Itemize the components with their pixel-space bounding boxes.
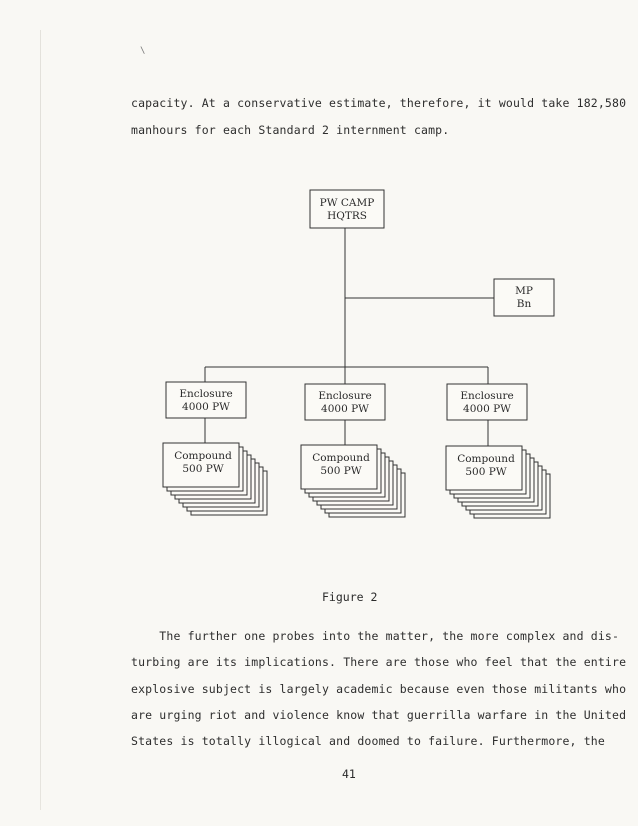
mp-label	[494, 285, 554, 311]
mp-label-line2: Bn	[516, 298, 532, 310]
enclosure-label-line1: Enclosure	[318, 390, 372, 402]
compound-label-line1: Compound	[312, 452, 370, 464]
stray-mark: \	[140, 46, 146, 56]
enclosure-label-line1: Enclosure	[460, 390, 514, 402]
body-text-line: turbing are its implications. There are those who feel that the entire	[131, 655, 627, 669]
body-text-line: are urging riot and violence know that guerrilla warfare in the United	[131, 708, 627, 722]
figure-caption: Figure 2	[322, 590, 378, 604]
body-text-line: capacity. At a conservative estimate, therefore, it would take 182,580	[131, 96, 627, 110]
body-text-line: explosive subject is largely academic because even those militants who	[131, 682, 627, 696]
enclosure-label-line1: Enclosure	[179, 388, 233, 400]
compound-label-2	[301, 452, 381, 478]
body-text-line: manhours for each Standard 2 internment camp.	[131, 123, 450, 137]
enclosure-label-line2: 4000 PW	[182, 401, 230, 413]
hq-label-line2: HQTRS	[327, 210, 367, 222]
enclosure-label-line2: 4000 PW	[463, 403, 511, 415]
compound-label-1	[163, 450, 243, 476]
hq-label-line1: PW CAMP	[319, 197, 375, 209]
compound-label-line2: 500 PW	[320, 465, 362, 477]
enclosure-label-3	[447, 390, 527, 416]
body-text-line: The further one probes into the matter, the more complex and dis-	[131, 629, 620, 643]
compound-label-line1: Compound	[174, 450, 232, 462]
compound-label-line2: 500 PW	[182, 463, 224, 475]
hq-label	[310, 197, 384, 223]
enclosure-label-line2: 4000 PW	[321, 403, 369, 415]
compound-label-3	[446, 453, 526, 479]
mp-label-line1: MP	[515, 285, 533, 297]
compound-label-line1: Compound	[457, 453, 515, 465]
body-text-line: States is totally illogical and doomed to failure. Furthermore, the	[131, 734, 605, 748]
compound-label-line2: 500 PW	[465, 466, 507, 478]
page-number: 41	[342, 767, 356, 781]
enclosure-label-2	[305, 390, 385, 416]
enclosure-label-1	[166, 388, 246, 414]
